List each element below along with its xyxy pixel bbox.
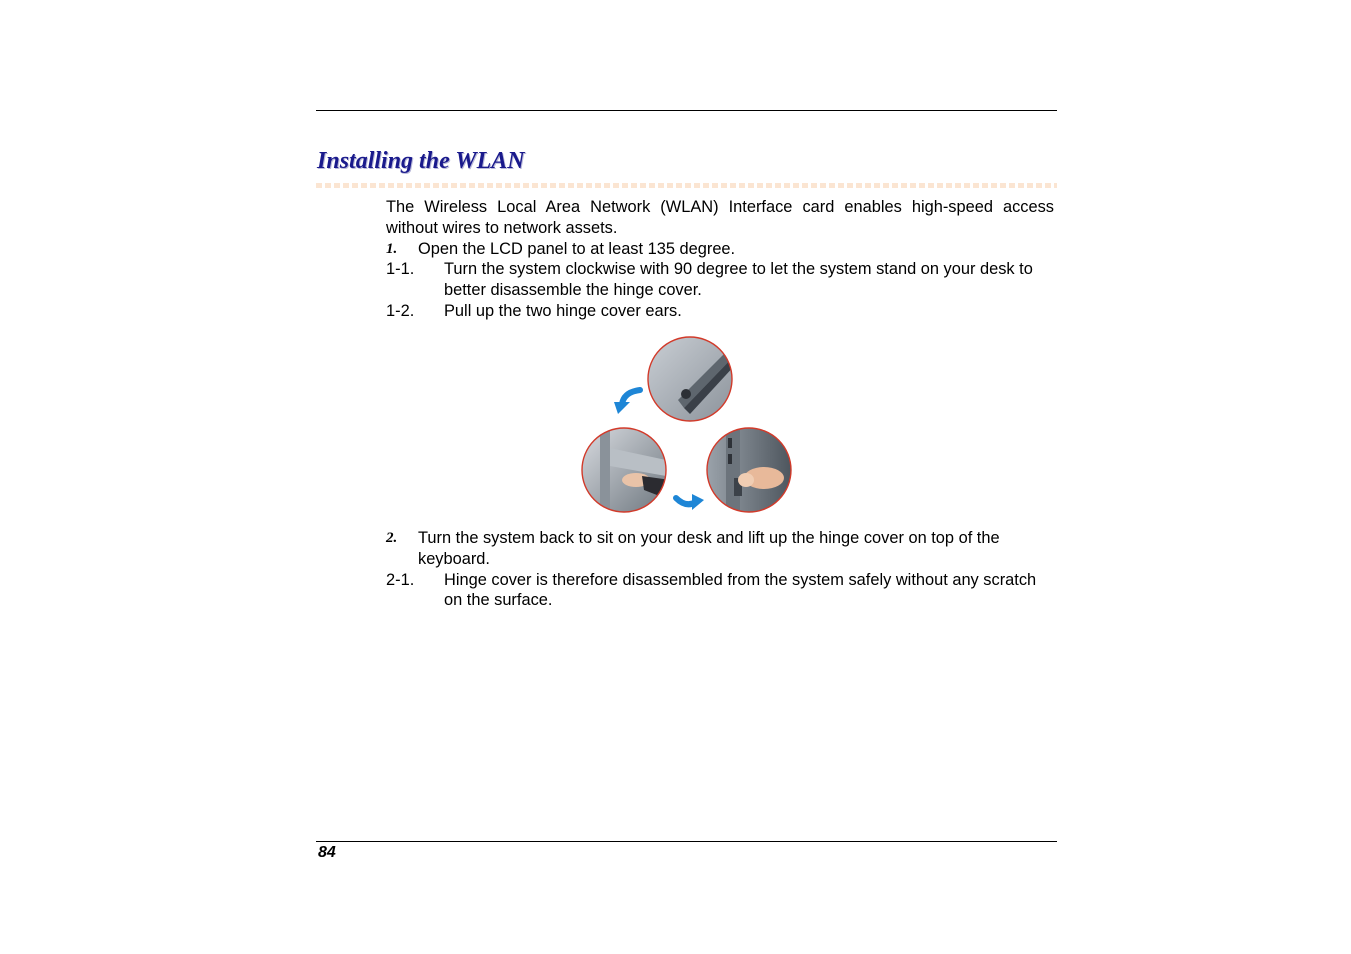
- page-title: Installing the WLAN: [317, 148, 525, 174]
- curved-arrow-icon: [622, 390, 640, 404]
- list-item: [386, 239, 1054, 260]
- list-item: [386, 528, 1054, 570]
- list-item: [386, 570, 1054, 612]
- list-item: [386, 259, 1054, 301]
- list-item: [386, 301, 1054, 322]
- step-text: Open the LCD panel to at least 135 degree.: [418, 239, 736, 258]
- step-text: Turn the system back to sit on your desk and lift up the hinge cover on top of the keyboard.: [418, 529, 1000, 568]
- steps-before-figure: [386, 197, 1054, 322]
- hinge-cover-figure: [578, 330, 796, 520]
- step-number: 2.: [386, 530, 398, 546]
- intro-paragraph: The Wireless Local Area Network (WLAN) Interface card enables high-speed access without wires to network assets.: [386, 198, 1054, 237]
- substep-number: 2-1.: [386, 570, 415, 589]
- substep-number: 1-2.: [386, 301, 415, 320]
- substep-text: Turn the system clockwise with 90 degree to let the system stand on your desk to better disassemble the hinge cover.: [444, 260, 1033, 300]
- step-number: 1.: [386, 240, 398, 257]
- page-number: 84: [318, 844, 336, 861]
- substep-text: Pull up the two hinge cover ears.: [444, 301, 682, 320]
- header-rule: [316, 110, 1057, 111]
- steps-after-figure: [386, 528, 1054, 611]
- arrow-head-icon: [692, 494, 704, 510]
- footer-rule: [316, 841, 1057, 842]
- hinge-closeup-photo: [648, 337, 736, 421]
- arrow-head-icon: [614, 402, 630, 414]
- substep-text: Hinge cover is therefore disassembled from the system safely without any scratch on the surface.: [444, 570, 1037, 610]
- title-underline-band: [316, 183, 1057, 188]
- substep-number: 1-1.: [386, 260, 415, 279]
